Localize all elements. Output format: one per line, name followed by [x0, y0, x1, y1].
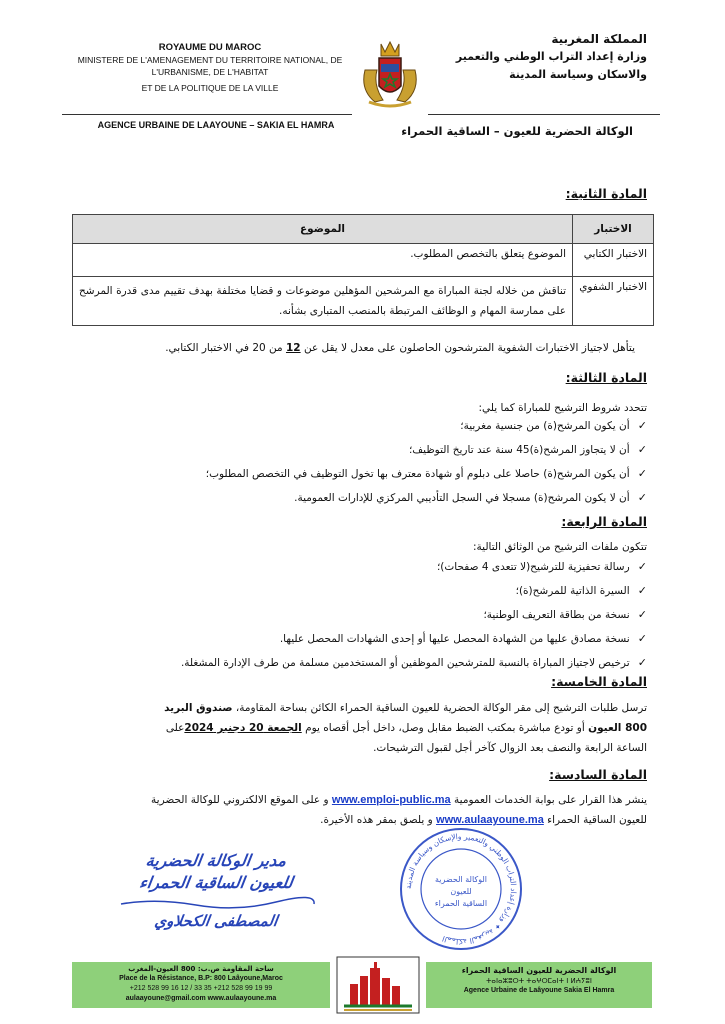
note-before: يتأهل لاجتياز الاختبارات الشفوية المترشحون الحاصلون على معدل لا يقل عن: [300, 342, 635, 354]
footer-right-box: [426, 962, 652, 1008]
doc-motivation-letter: رسالة تحفيزية للترشيح(لا تتعدى 4 صفحات)؛: [436, 561, 630, 573]
footer-address-ar: ساحة المقاومة ص.ب: 800 العيون-المغرب: [128, 965, 274, 973]
checkmark-icon: ✓: [637, 560, 647, 573]
list-item: [87, 603, 647, 627]
fr-kingdom: ROYAUME DU MAROC: [158, 42, 262, 53]
header-rule-left: [62, 114, 352, 115]
article5-line-3: الساعة الرابعة والنصف بعد الزوال كآخر أجل لقبول الترشيحات.: [373, 742, 647, 754]
checkmark-icon: ✓: [637, 608, 647, 621]
po-box-number: 800 العيون: [588, 722, 647, 734]
article5-line1-text: ترسل طلبات الترشيح إلى مقر الوكالة الحضرية للعيون الساقية الحمراء الكائن بساحة المقاومة،: [232, 702, 647, 714]
article5-line2-text: أو تودع مباشرة بمكتب الضبط مقابل وصل، داخل أجل أقصاه يوم: [301, 722, 589, 734]
article4-list: [87, 555, 647, 675]
deadline-date: الجمعة 20 دجنبر 2024: [184, 722, 302, 734]
stamp-inner-3: الساقية الحمراء: [434, 899, 488, 908]
article5-line-2: [75, 718, 647, 738]
signature-line-2: للعيون الساقية الحمراء: [138, 873, 294, 892]
signature-scribble-icon: [116, 896, 316, 910]
ar-kingdom: المملكة المغربية: [551, 32, 647, 46]
written-test-label: الاختبار الكتابي: [573, 244, 654, 277]
footer-agency-fr: Agence Urbaine de Laâyoune Sakia El Hamra: [463, 987, 615, 994]
checkmark-icon: ✓: [637, 491, 647, 504]
footer-agency-ar: الوكالة الحضرية للعيون الساقية الحمراء: [461, 966, 617, 975]
fr-ministry-line-1: MINISTERE DE L'AMENAGEMENT DU TERRITOIRE NATIONAL, DE: [77, 55, 343, 65]
footer-contacts: aulaayoune@gmail.com www.aulaayoune.ma: [125, 995, 277, 1002]
article2-title: المادة الثانية:: [565, 186, 647, 201]
doc-id-card: نسخة من بطاقة التعريف الوطنية؛: [483, 609, 630, 621]
checkmark-icon: ✓: [637, 443, 647, 456]
stamp-inner-1: الوكالة الحضرية: [435, 875, 487, 884]
fr-agency: AGENCE URBAINE DE LAAYOUNE – SAKIA EL HAMRA: [97, 120, 335, 130]
ar-ministry-line-2: والاسكان وسياسة المدينة: [509, 68, 647, 81]
article6-title: المادة السادسة:: [549, 767, 647, 782]
doc-authorization: ترخيص لاجتياز المباراة بالنسبة للمترشحين الموظفين أو المستخدمين مسلمة من طرف الإدارة المشغلة.: [180, 657, 630, 669]
footer-address-fr: Place de la Résistance, B.P: 800 Laâyoune,Maroc: [119, 975, 283, 982]
article6-line-1: [67, 790, 647, 810]
doc-certified-diploma: نسخة مصادق عليها من الشهادة المحصل عليها أو إحدى الشهادات المحصل عليها.: [279, 633, 630, 645]
article3-title: المادة الثالثة:: [565, 370, 647, 385]
list-item: [87, 414, 647, 438]
oral-test-subject: تناقش من خلاله لجنة المباراة مع المرشحين المؤهلين موضوعات و قضايا مختلفة بهدف تقييم مدى قدرة المرشح على ممارسة المهام و الوظائف المرتبطة بالمنصب المتبارى بشأنه.: [73, 277, 573, 326]
po-box-label: صندوق البريد: [164, 702, 233, 714]
list-item: [87, 462, 647, 486]
condition-nationality: أن يكون المرشح(ة) من جنسية مغربية؛: [460, 420, 630, 432]
article6-line-2: [67, 810, 647, 830]
doc-cv: السيرة الذاتية للمرشح(ة)؛: [515, 585, 630, 597]
checkmark-icon: ✓: [637, 584, 647, 597]
article6-line1-end: و على الموقع الالكتروني للوكالة الحضرية: [151, 794, 332, 806]
table-row: [73, 277, 654, 326]
aulaayoune-link[interactable]: www.aulaayoune.ma: [436, 814, 544, 826]
checkmark-icon: ✓: [637, 656, 647, 669]
written-test-subject: الموضوع يتعلق بالتخصص المطلوب.: [73, 244, 573, 277]
note-after: من 20 في الاختبار الكتابي.: [165, 342, 286, 354]
article5-body: [75, 698, 647, 758]
article5-title: المادة الخامسة:: [551, 674, 647, 689]
exam-table: [72, 214, 654, 326]
article6-line2-end: و يلصق بمقر هذه الأخيرة.: [320, 814, 437, 826]
article3-list: [87, 414, 647, 510]
footer-phones: +212 528 99 16 12 / 33 35 +212 528 99 19 99: [129, 985, 273, 992]
checkmark-icon: ✓: [637, 467, 647, 480]
checkmark-icon: ✓: [637, 632, 647, 645]
list-item: [87, 579, 647, 603]
article6-body: [67, 790, 647, 830]
article5-line-1: [75, 698, 647, 718]
emploi-public-link[interactable]: www.emploi-public.ma: [331, 794, 451, 806]
table-row: [73, 244, 654, 277]
ar-ministry-line-1: وزارة إعداد التراب الوطني والتعمير: [455, 50, 647, 63]
article6-line2-text: للعيون الساقية الحمراء: [543, 814, 647, 826]
checkmark-icon: ✓: [637, 419, 647, 432]
signature-line-1: مدير الوكالة الحضرية: [144, 851, 288, 870]
condition-age: أن لا يتجاوز المرشح(ة)45 سنة عند تاريخ التوظيف؛: [408, 444, 630, 456]
list-item: [87, 486, 647, 510]
header-rule-right: [428, 114, 660, 115]
article4-title: المادة الرابعة:: [561, 514, 647, 529]
footer-agency-tifinagh: ⵜⴰⵏⴰⵣⵓⵔⵜ ⵜⴰⵖⵔⵎⴰⵏⵜ ⵏ ⵍⵄⵢⵓⵏ: [486, 977, 592, 985]
stamp-inner-2: للعيون: [450, 887, 472, 896]
ar-agency: الوكالة الحضرية للعيون – الساقية الحمراء: [401, 124, 633, 138]
exam-table-header: [73, 215, 654, 244]
article6-line1-text: ينشر هذا القرار على بوابة الخدمات العمومية: [450, 794, 647, 806]
director-signature: [96, 850, 336, 932]
oral-test-label: الاختبار الشفوي: [573, 277, 654, 326]
official-stamp: [398, 826, 524, 952]
condition-diploma: أن يكون المرشح(ة) حاصلا على دبلوم أو شهادة معترف بها تخول التوظيف في التخصص المطلوب؛: [205, 468, 630, 480]
head-test: الاختبار: [573, 215, 654, 244]
list-item: [87, 438, 647, 462]
list-item: [87, 555, 647, 579]
note-score: 12: [285, 342, 301, 354]
agency-logo: [336, 956, 420, 1014]
fr-ministry-line-2: L'URBANISME, DE L'HABITAT: [151, 67, 269, 77]
stamp-outer-path: المملكة المغربية ✦ وزارة إعداد التراب الوطني والتعمير والإسكان وسياسة المدينة: [403, 831, 519, 947]
article3-intro: تتحدد شروط الترشيح للمباراة كما يلي:: [478, 402, 647, 414]
article5-line2-end: على: [165, 722, 185, 734]
article4-intro: تتكون ملفات الترشيح من الوثائق التالية:: [472, 541, 647, 553]
coat-of-arms-logo: [355, 30, 425, 110]
head-subject: الموضوع: [73, 215, 573, 244]
fr-ministry-line-3: ET DE LA POLITIQUE DE LA VILLE: [141, 83, 279, 93]
condition-record: أن لا يكون المرشح(ة) مسجلا في السجل التأديبي المركزي للإدارات العمومية.: [294, 492, 630, 504]
header-ar: [427, 30, 647, 84]
list-item: [87, 627, 647, 651]
list-item: [87, 651, 647, 675]
footer-left-box: [72, 962, 330, 1008]
header-fr: [60, 42, 360, 94]
article2-note: [75, 341, 635, 355]
director-name: المصطفى الكحلاوي: [153, 912, 279, 930]
